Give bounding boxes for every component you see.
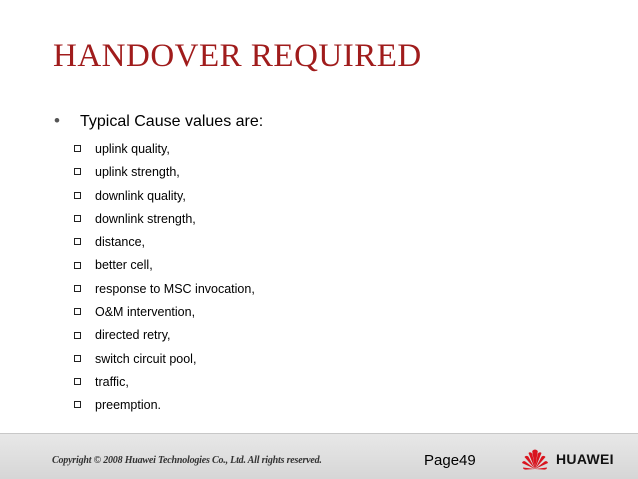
list-item	[74, 138, 255, 161]
square-bullet-icon	[74, 285, 81, 292]
list-item	[74, 394, 255, 417]
square-bullet-icon	[74, 238, 81, 245]
cause-values-list	[74, 138, 255, 418]
slide-title: HANDOVER REQUIRED	[53, 38, 422, 74]
list-item	[74, 348, 255, 371]
list-item-text: better cell,	[95, 258, 153, 273]
square-bullet-icon	[74, 401, 81, 408]
list-item	[74, 231, 255, 254]
list-item	[74, 161, 255, 184]
square-bullet-icon	[74, 215, 81, 222]
footer-divider	[0, 433, 638, 434]
list-item	[74, 301, 255, 324]
list-item	[74, 324, 255, 347]
list-item-text: traffic,	[95, 374, 129, 389]
square-bullet-icon	[74, 355, 81, 362]
list-item-text: distance,	[95, 235, 146, 250]
logo-wordmark: HUAWEI	[556, 451, 614, 467]
square-bullet-icon	[74, 262, 81, 269]
bullet-dot-icon: •	[54, 111, 60, 130]
square-bullet-icon	[74, 332, 81, 339]
huawei-petal-logo-icon	[520, 447, 550, 471]
list-item-text: O&M intervention,	[95, 305, 196, 320]
main-bullet	[54, 111, 263, 131]
main-bullet-text: Typical Cause values are:	[80, 113, 264, 130]
list-item	[74, 278, 255, 301]
square-bullet-icon	[74, 192, 81, 199]
huawei-logo	[520, 446, 614, 472]
square-bullet-icon	[74, 145, 81, 152]
square-bullet-icon	[74, 308, 81, 315]
page-number: Page49	[424, 452, 476, 469]
list-item-text: uplink quality,	[95, 142, 170, 156]
list-item	[74, 185, 255, 208]
list-item	[74, 254, 255, 277]
list-item-text: directed retry,	[95, 328, 171, 343]
copyright-notice: Copyright © 2008 Huawei Technologies Co., Ltd. All rights reserved.	[52, 455, 322, 466]
list-item-text: preemption.	[95, 398, 162, 413]
list-item-text: switch circuit pool,	[95, 351, 197, 366]
list-item-text: downlink strength,	[95, 211, 196, 226]
list-item-text: response to MSC invocation,	[95, 281, 255, 296]
list-item	[74, 208, 255, 231]
list-item-text: uplink strength,	[95, 165, 180, 180]
square-bullet-icon	[74, 168, 81, 175]
list-item	[74, 371, 255, 394]
square-bullet-icon	[74, 378, 81, 385]
list-item-text: downlink quality,	[95, 188, 186, 203]
